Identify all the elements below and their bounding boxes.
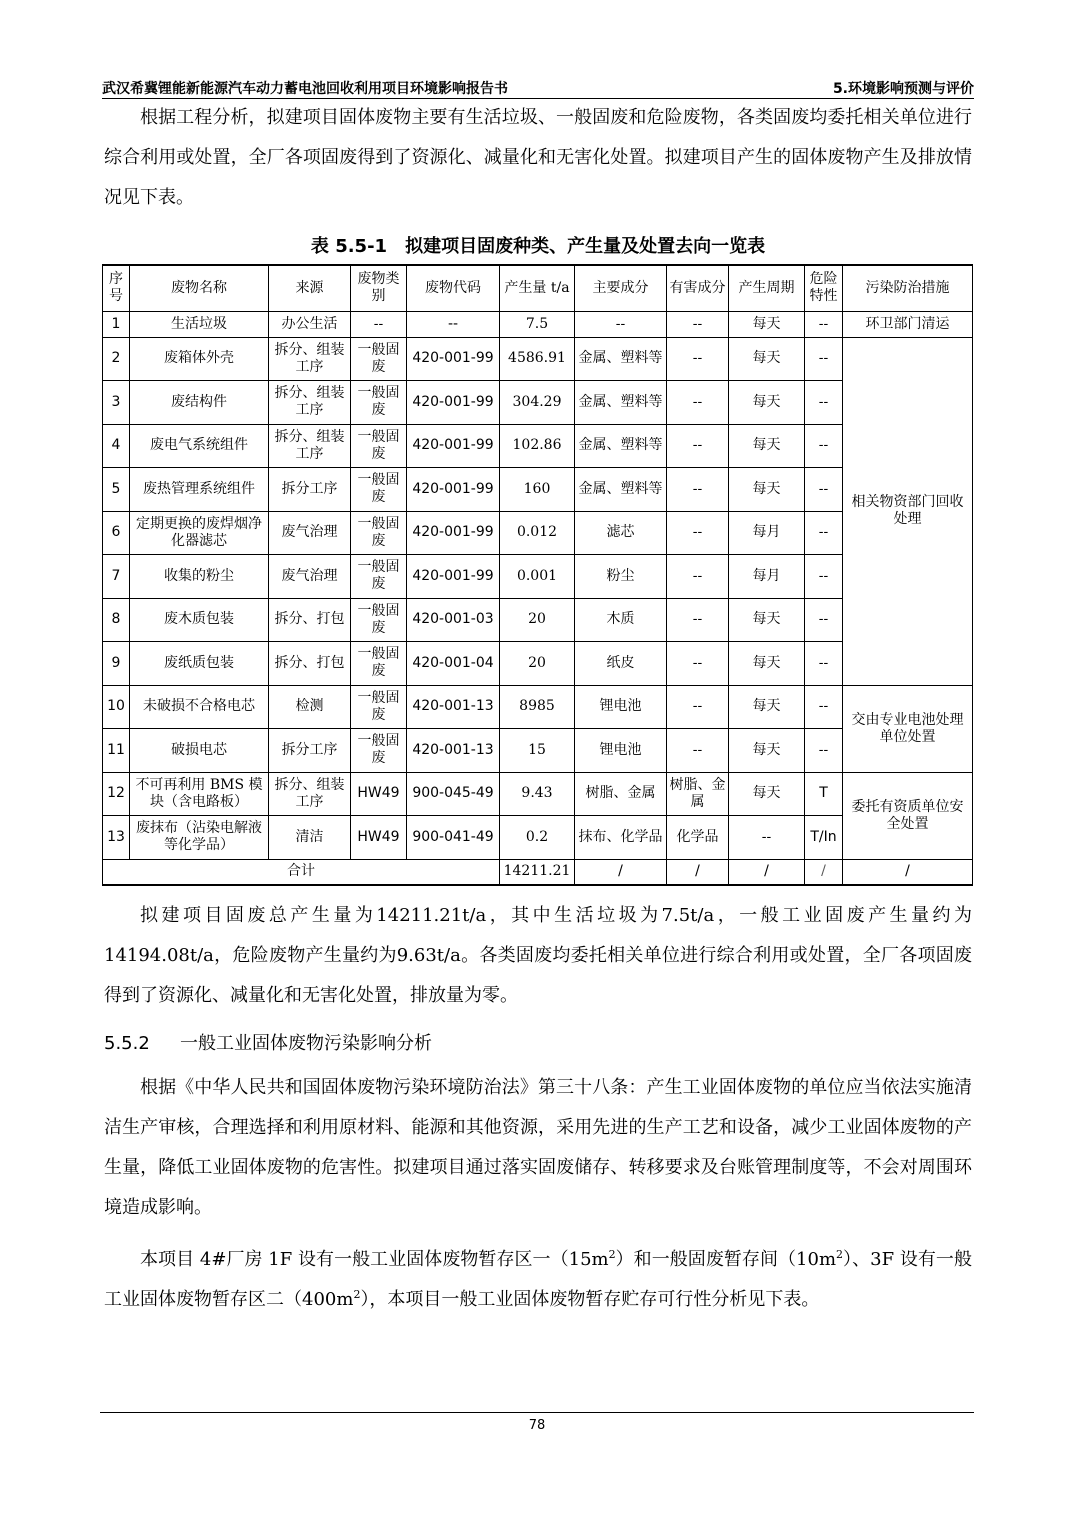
hazard-property: -- xyxy=(805,468,843,512)
waste-source: 拆分工序 xyxy=(269,468,351,512)
waste-amount: 4586.91 xyxy=(500,337,575,381)
generation-cycle: 每天 xyxy=(729,772,805,816)
waste-source: 拆分工序 xyxy=(269,729,351,773)
waste-name: 废纸质包装 xyxy=(130,642,269,686)
waste-code: 420-001-99 xyxy=(407,555,500,599)
row-number: 8 xyxy=(103,598,130,642)
header-cell: 废物类别 xyxy=(351,265,407,311)
solid-waste-table xyxy=(102,264,973,886)
waste-source: 拆分、打包 xyxy=(269,642,351,686)
control-measure: 交由专业电池处理单位处置 xyxy=(843,685,973,772)
waste-amount: 8985 xyxy=(500,685,575,729)
row-number: 11 xyxy=(103,729,130,773)
hazardous-component: -- xyxy=(667,685,729,729)
hazard-property: -- xyxy=(805,555,843,599)
waste-name: 破损电芯 xyxy=(130,729,269,773)
header-cell: 危险特性 xyxy=(805,265,843,311)
main-component: 金属、塑料等 xyxy=(575,424,667,468)
waste-amount: 20 xyxy=(500,642,575,686)
waste-amount: 304.29 xyxy=(500,381,575,425)
waste-category: 一般固废 xyxy=(351,598,407,642)
waste-code: -- xyxy=(407,311,500,337)
storage-text: ）、3F 设有一般工业固体废物暂存区二（400m xyxy=(104,1249,972,1310)
main-component: 金属、塑料等 xyxy=(575,468,667,512)
control-measure: 相关物资部门回收处理 xyxy=(843,337,973,685)
row-number: 13 xyxy=(103,816,130,860)
hazardous-component: -- xyxy=(667,311,729,337)
row-number: 7 xyxy=(103,555,130,599)
table-row xyxy=(103,381,973,425)
hazardous-component: -- xyxy=(667,555,729,599)
waste-name: 废电气系统组件 xyxy=(130,424,269,468)
generation-cycle: 每天 xyxy=(729,642,805,686)
row-number: 9 xyxy=(103,642,130,686)
hazard-property: -- xyxy=(805,311,843,337)
waste-amount: 9.43 xyxy=(500,772,575,816)
hazard-property: -- xyxy=(805,511,843,555)
main-component: 滤芯 xyxy=(575,511,667,555)
table-row xyxy=(103,772,973,816)
header-report-title: 武汉希冀锂能新能源汽车动力蓄电池回收利用项目环境影响报告书 xyxy=(102,81,508,97)
waste-source: 办公生活 xyxy=(269,311,351,337)
waste-category: HW49 xyxy=(351,772,407,816)
generation-cycle: 每天 xyxy=(729,685,805,729)
table-header-row xyxy=(103,265,973,311)
generation-cycle: 每月 xyxy=(729,555,805,599)
generation-cycle: -- xyxy=(729,816,805,860)
header-cell: 有害成分 xyxy=(667,265,729,311)
waste-category: -- xyxy=(351,311,407,337)
waste-category: HW49 xyxy=(351,816,407,860)
table-caption: 表 5.5-1 拟建项目固废种类、产生量及处置去向一览表 xyxy=(310,236,766,257)
waste-name: 废结构件 xyxy=(130,381,269,425)
waste-source: 清洁 xyxy=(269,816,351,860)
generation-cycle: 每天 xyxy=(729,468,805,512)
waste-source: 检测 xyxy=(269,685,351,729)
header-cell: 序号 xyxy=(103,265,130,311)
row-number: 4 xyxy=(103,424,130,468)
law-paragraph: 根据《中华人民共和国固体废物污染环境防治法》第三十八条：产生工业固体废物的单位应当依法实施清洁生产审核，合理选择和利用原材料、能源和其他资源，采用先进的生产工艺和设备，减少工业固体废物的产生量，降低工业固体废物的危害性。拟建项目通过落实固废储存、转移要求及台账管理制度等，不会对周围环境造成影响。 xyxy=(104,1077,972,1218)
waste-code: 420-001-04 xyxy=(407,642,500,686)
storage-text: ）和一般固废暂存间（10m xyxy=(615,1249,837,1270)
waste-category: 一般固废 xyxy=(351,468,407,512)
table-row xyxy=(103,816,973,860)
control-measure: 委托有资质单位安全处置 xyxy=(843,772,973,859)
waste-amount: 20 xyxy=(500,598,575,642)
hazard-property: T/In xyxy=(805,816,843,860)
waste-name: 未破损不合格电芯 xyxy=(130,685,269,729)
section-title: 一般工业固体废物污染影响分析 xyxy=(180,1033,432,1054)
row-number: 3 xyxy=(103,381,130,425)
row-number: 2 xyxy=(103,337,130,381)
table-total-row xyxy=(103,859,973,885)
table-row xyxy=(103,598,973,642)
row-number: 12 xyxy=(103,772,130,816)
header-cell: 废物代码 xyxy=(407,265,500,311)
generation-cycle: 每天 xyxy=(729,729,805,773)
table-row xyxy=(103,642,973,686)
hazard-property: T xyxy=(805,772,843,816)
waste-source: 废气治理 xyxy=(269,555,351,599)
total-cycle: / xyxy=(729,859,805,885)
page-number: 78 xyxy=(528,1418,546,1433)
waste-category: 一般固废 xyxy=(351,555,407,599)
waste-code: 420-001-99 xyxy=(407,381,500,425)
generation-cycle: 每天 xyxy=(729,424,805,468)
row-number: 1 xyxy=(103,311,130,337)
section-heading xyxy=(104,1026,432,1062)
table-row xyxy=(103,468,973,512)
total-component: / xyxy=(575,859,667,885)
waste-name: 收集的粉尘 xyxy=(130,555,269,599)
control-measure: 环卫部门清运 xyxy=(843,311,973,337)
superscript: 2 xyxy=(836,1248,844,1261)
waste-category: 一般固废 xyxy=(351,424,407,468)
hazard-property: -- xyxy=(805,381,843,425)
waste-source: 拆分、组装工序 xyxy=(269,337,351,381)
row-number: 10 xyxy=(103,685,130,729)
table-row xyxy=(103,685,973,729)
table-row xyxy=(103,729,973,773)
waste-amount: 0.001 xyxy=(500,555,575,599)
waste-source: 拆分、组装工序 xyxy=(269,424,351,468)
hazard-property: -- xyxy=(805,729,843,773)
table-row xyxy=(103,337,973,381)
header-chapter-title: 5.环境影响预测与评价 xyxy=(832,81,974,97)
waste-amount: 0.2 xyxy=(500,816,575,860)
header-cell: 废物名称 xyxy=(130,265,269,311)
main-component: 粉尘 xyxy=(575,555,667,599)
header-cell: 产生周期 xyxy=(729,265,805,311)
row-number: 5 xyxy=(103,468,130,512)
hazard-property: -- xyxy=(805,685,843,729)
waste-name: 定期更换的废焊烟净化器滤芯 xyxy=(130,511,269,555)
hazard-property: -- xyxy=(805,337,843,381)
waste-code: 420-001-13 xyxy=(407,685,500,729)
hazardous-component: -- xyxy=(667,424,729,468)
hazard-property: -- xyxy=(805,424,843,468)
waste-name: 不可再利用 BMS 模块（含电路板） xyxy=(130,772,269,816)
row-number: 6 xyxy=(103,511,130,555)
waste-amount: 160 xyxy=(500,468,575,512)
waste-code: 900-045-49 xyxy=(407,772,500,816)
header-cell: 主要成分 xyxy=(575,265,667,311)
table-row xyxy=(103,555,973,599)
hazard-property: -- xyxy=(805,642,843,686)
waste-code: 420-001-99 xyxy=(407,337,500,381)
generation-cycle: 每天 xyxy=(729,381,805,425)
hazardous-component: -- xyxy=(667,381,729,425)
total-label: 合计 xyxy=(103,859,500,885)
footer-rule xyxy=(100,1412,974,1413)
main-component: 树脂、金属 xyxy=(575,772,667,816)
waste-category: 一般固废 xyxy=(351,511,407,555)
waste-amount: 15 xyxy=(500,729,575,773)
header-cell: 污染防治措施 xyxy=(843,265,973,311)
hazardous-component: -- xyxy=(667,468,729,512)
header-cell: 产生量 t/a xyxy=(500,265,575,311)
hazardous-component: 树脂、金属 xyxy=(667,772,729,816)
total-hazard: / xyxy=(667,859,729,885)
total-property: / xyxy=(805,859,843,885)
page-header xyxy=(102,76,974,99)
waste-amount: 102.86 xyxy=(500,424,575,468)
main-component: 锂电池 xyxy=(575,685,667,729)
waste-code: 420-001-99 xyxy=(407,424,500,468)
generation-cycle: 每天 xyxy=(729,337,805,381)
waste-name: 废热管理系统组件 xyxy=(130,468,269,512)
hazard-property: -- xyxy=(805,598,843,642)
main-component: 金属、塑料等 xyxy=(575,381,667,425)
waste-amount: 7.5 xyxy=(500,311,575,337)
generation-cycle: 每月 xyxy=(729,511,805,555)
waste-category: 一般固废 xyxy=(351,729,407,773)
table-row xyxy=(103,311,973,337)
main-component: 金属、塑料等 xyxy=(575,337,667,381)
main-component: 抹布、化学品 xyxy=(575,816,667,860)
main-component: 纸皮 xyxy=(575,642,667,686)
header-cell: 来源 xyxy=(269,265,351,311)
waste-name: 废抹布（沾染电解液等化学品） xyxy=(130,816,269,860)
main-component: -- xyxy=(575,311,667,337)
total-measure: / xyxy=(843,859,973,885)
superscript: 2 xyxy=(608,1248,616,1261)
waste-code: 420-001-99 xyxy=(407,468,500,512)
waste-code: 900-041-49 xyxy=(407,816,500,860)
hazardous-component: -- xyxy=(667,511,729,555)
main-component: 木质 xyxy=(575,598,667,642)
waste-name: 生活垃圾 xyxy=(130,311,269,337)
section-number: 5.5.2 xyxy=(104,1033,150,1054)
hazardous-component: -- xyxy=(667,642,729,686)
hazardous-component: -- xyxy=(667,598,729,642)
table-row xyxy=(103,511,973,555)
superscript: 2 xyxy=(353,1288,361,1301)
storage-text: ），本项目一般工业固体废物暂存贮存可行性分析见下表。 xyxy=(360,1289,820,1310)
generation-cycle: 每天 xyxy=(729,598,805,642)
generation-cycle: 每天 xyxy=(729,311,805,337)
hazardous-component: -- xyxy=(667,337,729,381)
waste-amount: 0.012 xyxy=(500,511,575,555)
total-amount: 14211.21 xyxy=(500,859,575,885)
hazardous-component: -- xyxy=(667,729,729,773)
hazardous-component: 化学品 xyxy=(667,816,729,860)
waste-source: 拆分、组装工序 xyxy=(269,772,351,816)
summary-paragraph: 拟建项目固废总产生量为14211.21t/a，其中生活垃圾为7.5t/a，一般工业固废产生量约为14194.08t/a，危险废物产生量约为9.63t/a。各类固废均委托相关单位进行综合利用或处置，全厂各项固废得到了资源化、减量化和无害化处置，排放量为零。 xyxy=(104,905,972,1006)
waste-name: 废木质包装 xyxy=(130,598,269,642)
storage-text: 本项目 4#厂房 1F 设有一般工业固体废物暂存区一（15m xyxy=(140,1249,609,1270)
waste-category: 一般固废 xyxy=(351,381,407,425)
waste-category: 一般固废 xyxy=(351,642,407,686)
waste-category: 一般固废 xyxy=(351,337,407,381)
table-row xyxy=(103,424,973,468)
waste-name: 废箱体外壳 xyxy=(130,337,269,381)
main-component: 锂电池 xyxy=(575,729,667,773)
waste-code: 420-001-99 xyxy=(407,511,500,555)
waste-source: 拆分、打包 xyxy=(269,598,351,642)
waste-code: 420-001-03 xyxy=(407,598,500,642)
waste-source: 拆分、组装工序 xyxy=(269,381,351,425)
waste-source: 废气治理 xyxy=(269,511,351,555)
waste-code: 420-001-13 xyxy=(407,729,500,773)
intro-paragraph: 根据工程分析，拟建项目固体废物主要有生活垃圾、一般固废和危险废物，各类固废均委托相关单位进行综合利用或处置，全厂各项固废得到了资源化、减量化和无害化处置。拟建项目产生的固体废物产生及排放情况见下表。 xyxy=(104,107,972,208)
storage-paragraph xyxy=(104,1240,972,1320)
waste-category: 一般固废 xyxy=(351,685,407,729)
